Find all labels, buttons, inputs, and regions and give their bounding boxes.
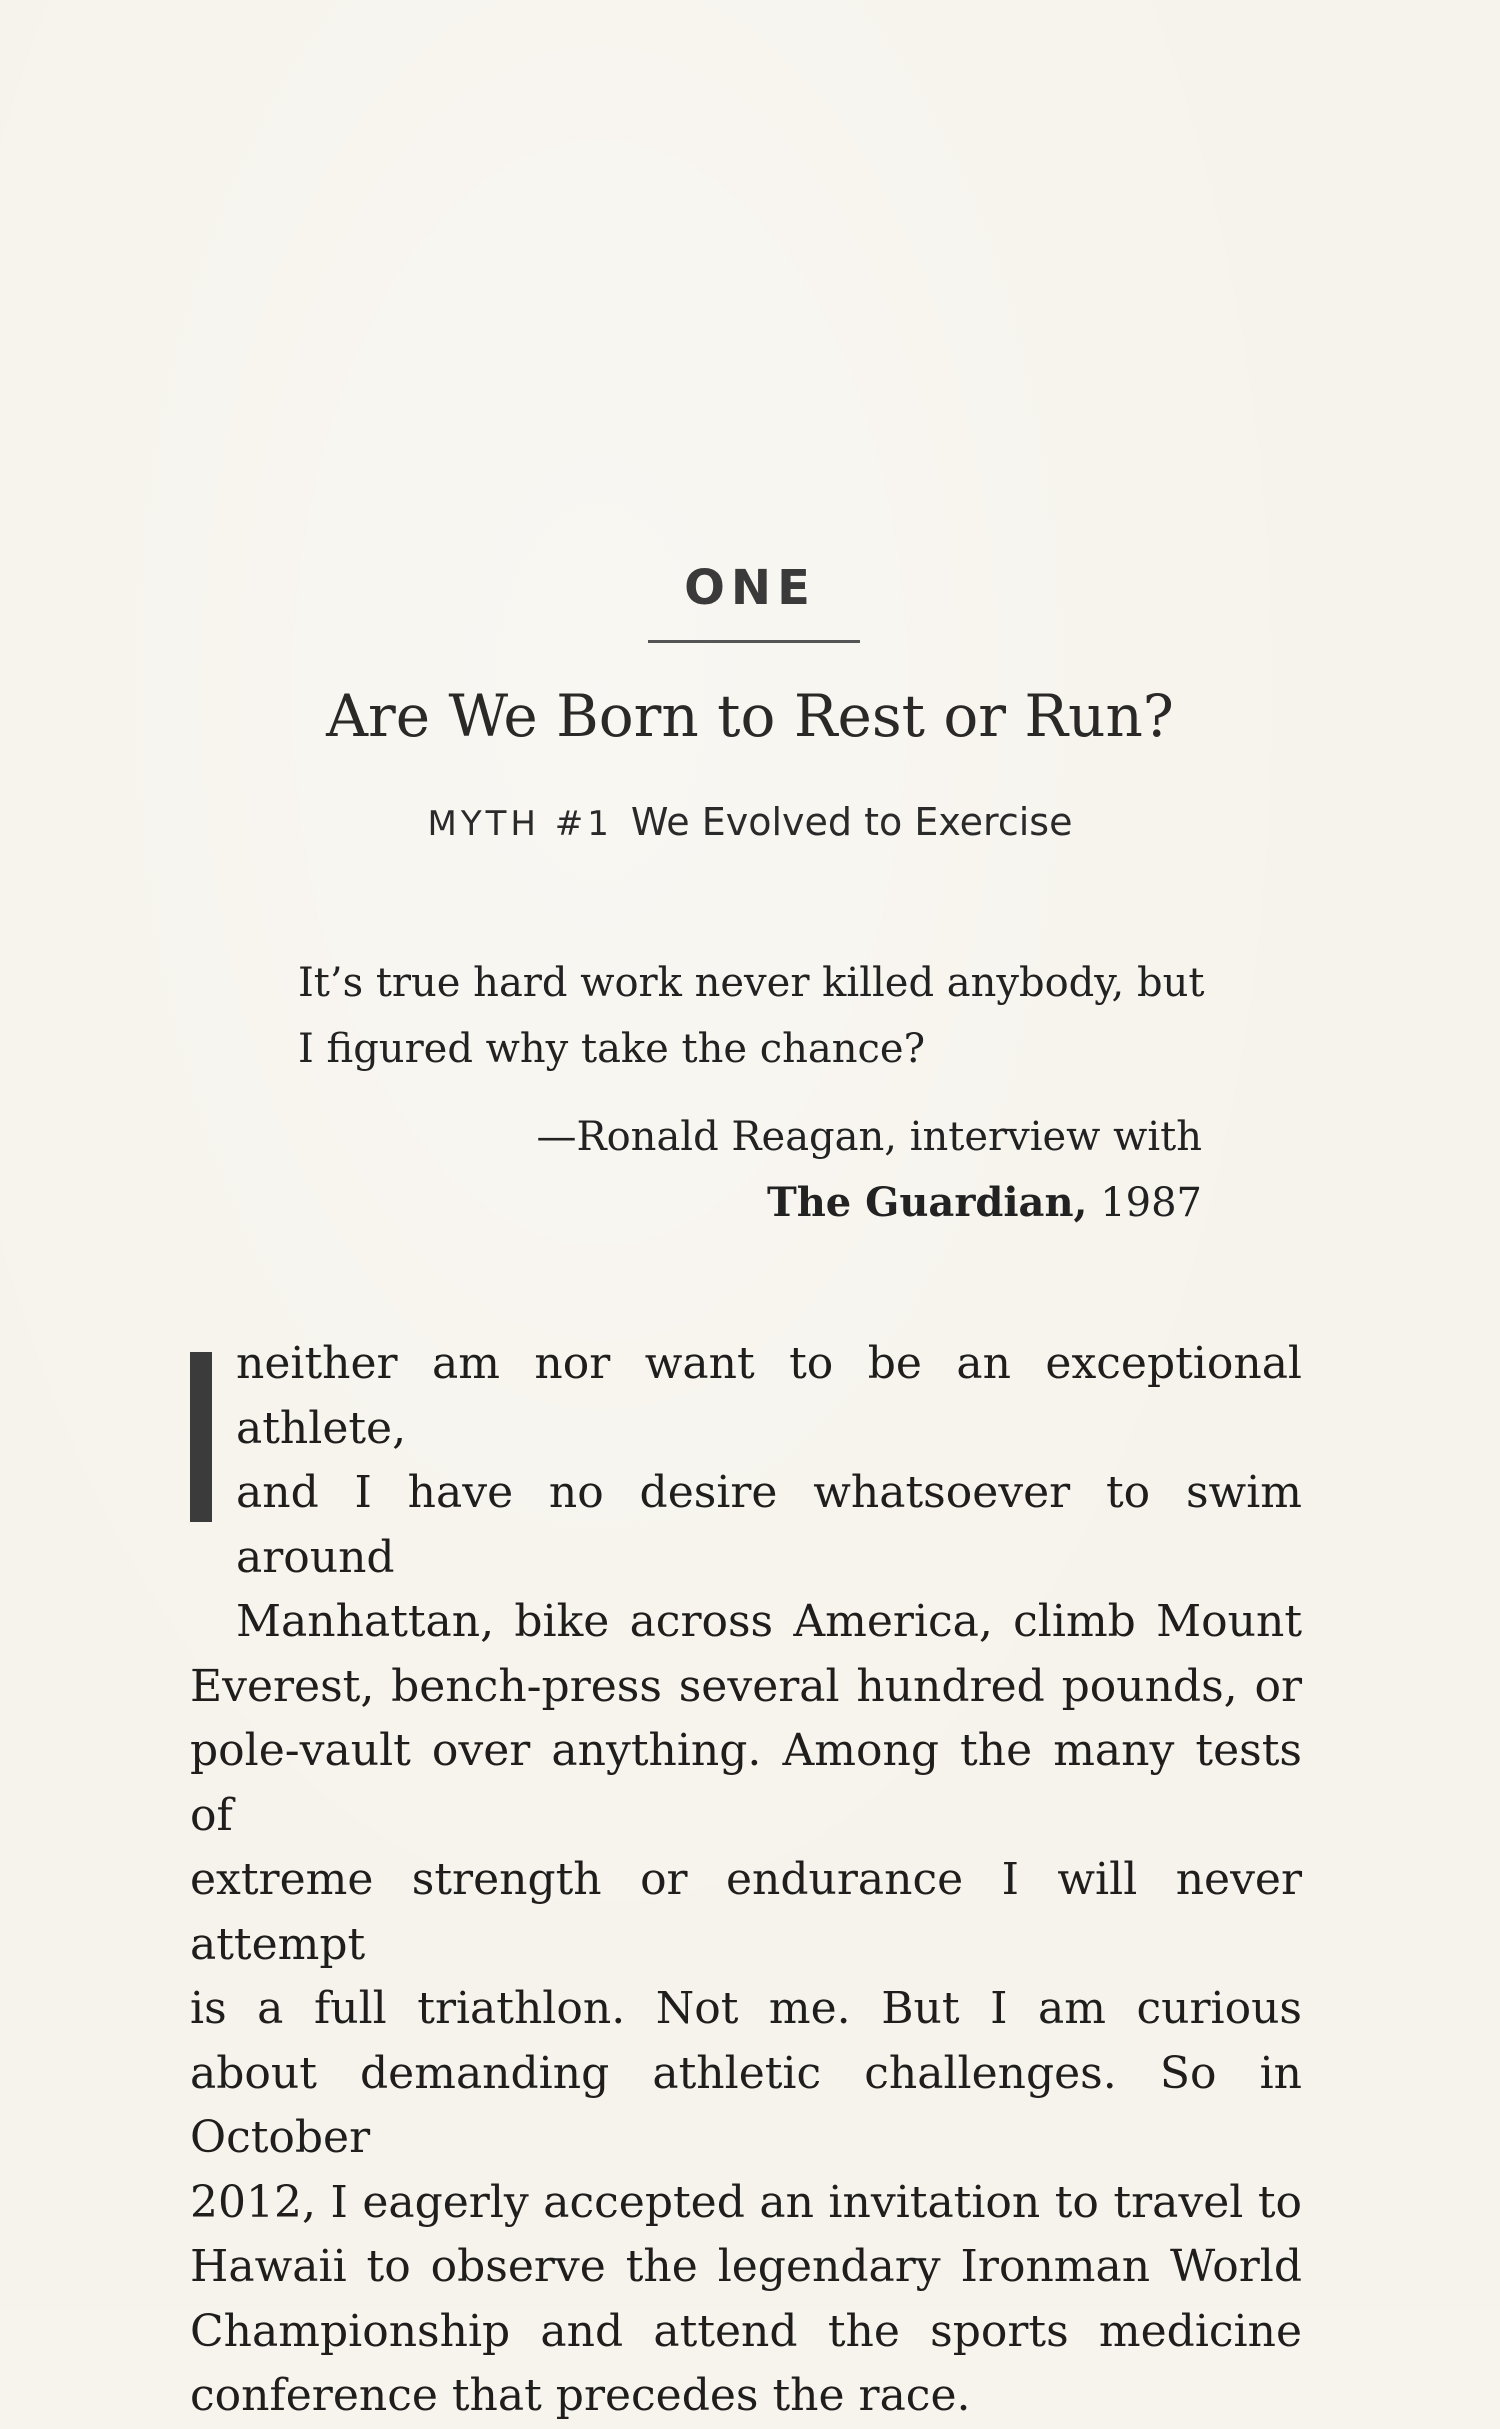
epigraph-attribution: —Ronald Reagan, interview with: [536, 1114, 1202, 1160]
body-line: Everest, bench-press several hundred pounds, or: [190, 1660, 1302, 1712]
chapter-rule: [648, 640, 860, 643]
epigraph-line: I figured why take the chance?: [298, 1026, 926, 1072]
body-paragraph: [190, 1332, 1302, 2429]
body-line: Hawaii to observe the legendary Ironman World: [190, 2241, 1302, 2292]
myth-label: MYTH #1: [427, 804, 613, 844]
body-line: is a full triathlon. Not me. But I am curious: [190, 1983, 1302, 2034]
epigraph-source-year: 1987: [1087, 1180, 1202, 1226]
body-line: Manhattan, bike across America, climb Mount: [236, 1596, 1302, 1647]
chapter-number: ONE: [684, 560, 816, 616]
myth-title: We Evolved to Exercise: [630, 800, 1073, 844]
body-line: 2012, I eagerly accepted an invitation to travel to: [190, 2176, 1302, 2228]
epigraph: [298, 950, 1208, 1082]
epigraph-line: It’s true hard work never killed anybody, but: [298, 960, 1205, 1006]
body-line: about demanding athletic challenges. So in October: [190, 2047, 1302, 2163]
body-line: pole-vault over anything. Among the many tests of: [190, 1725, 1302, 1841]
epigraph-source: [767, 1170, 1202, 1236]
body-line: and I have no desire whatsoever to swim around: [236, 1467, 1302, 1583]
body-line: Championship and attend the sports medicine: [190, 2305, 1302, 2357]
epigraph-source-title: The Guardian,: [766, 1179, 1088, 1226]
body-line: conference that precedes the race.: [190, 2370, 971, 2421]
myth-heading: [0, 800, 1500, 844]
body-line: extreme strength or endurance I will never attempt: [190, 1854, 1302, 1970]
chapter-title: Are We Born to Rest or Run?: [326, 682, 1174, 750]
body-line: neither am nor want to be an exceptional athlete,: [236, 1338, 1302, 1454]
